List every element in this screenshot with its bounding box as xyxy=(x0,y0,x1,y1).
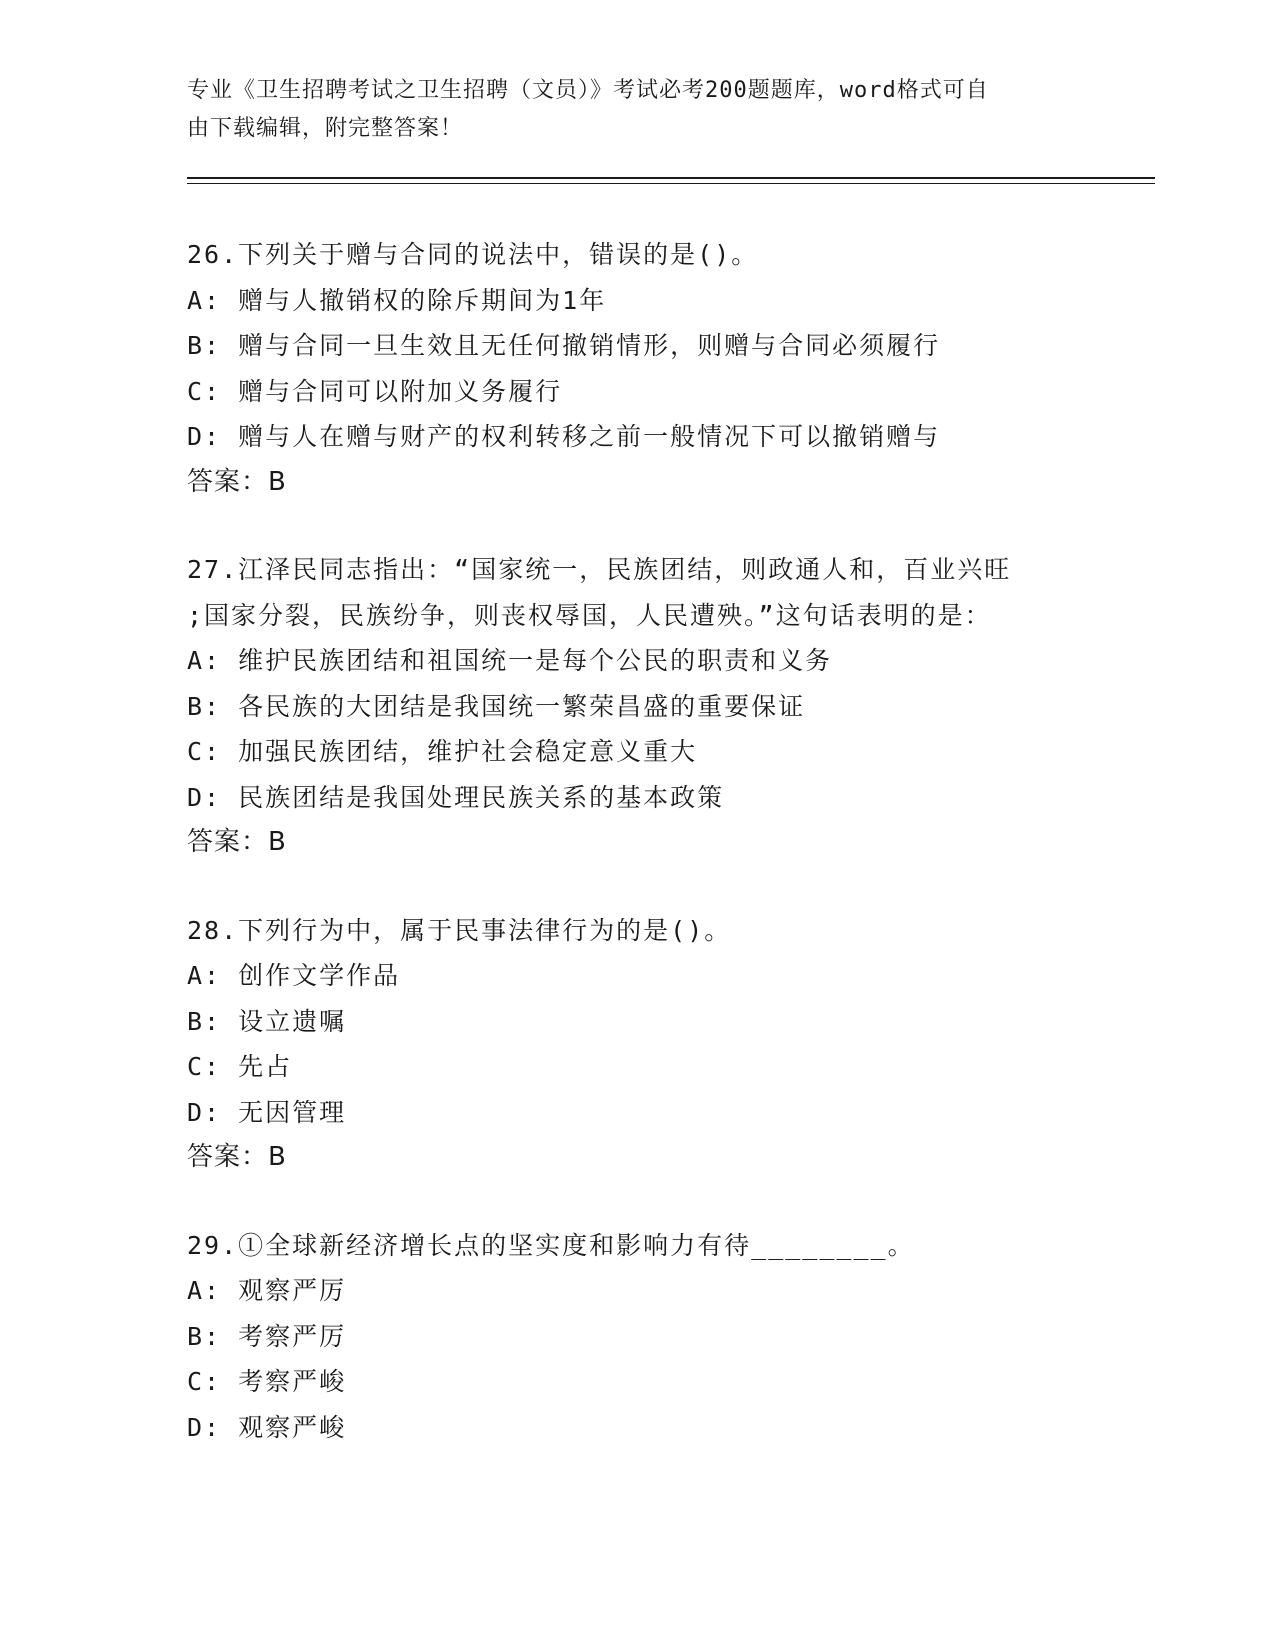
header-divider-thick xyxy=(187,177,1155,179)
question-26 xyxy=(187,232,1087,505)
answer-label: 答案：B xyxy=(187,827,287,857)
option-a: A: 赠与人撤销权的除斥期间为1年 xyxy=(187,285,607,315)
option-c: C: 考察严峻 xyxy=(187,1367,347,1396)
option-a: A: 创作文学作品 xyxy=(187,961,401,990)
header-line-2: 由下载编辑，附完整答案！ xyxy=(187,116,464,141)
option-c: C: 赠与合同可以附加义务履行 xyxy=(187,376,563,406)
answer-label: 答案：B xyxy=(187,1142,287,1172)
header-divider-thin xyxy=(187,183,1155,184)
question-stem: 26.下列关于赠与合同的说法中，错误的是()。 xyxy=(187,240,759,269)
question-27 xyxy=(187,547,1087,866)
question-stem-continued: ;国家分裂，民族纷争，则丧权辱国，人民遭殃。”这句话表明的是： xyxy=(187,600,992,630)
option-b: B: 各民族的大团结是我国统一繁荣昌盛的重要保证 xyxy=(187,691,806,721)
question-list xyxy=(187,232,1087,1492)
option-d: D: 民族团结是我国处理民族关系的基本政策 xyxy=(187,782,725,812)
option-b: B: 赠与合同一旦生效且无任何撤销情形，则赠与合同必须履行 xyxy=(187,331,941,360)
header-line-1: 专业《卫生招聘考试之卫生招聘（文员）》考试必考200题题库，word格式可自 xyxy=(187,78,989,103)
document-header xyxy=(187,72,1067,148)
option-a: A: 观察严厉 xyxy=(187,1276,347,1305)
answer-label: 答案：B xyxy=(187,466,287,497)
question-stem: 27.江泽民同志指出：“国家统一，民族团结，则政通人和，百业兴旺 xyxy=(187,555,1012,584)
option-b: B: 考察严厉 xyxy=(187,1321,347,1351)
option-d: D: 观察严峻 xyxy=(187,1412,347,1442)
question-stem: 29.①全球新经济增长点的坚实度和影响力有待________。 xyxy=(187,1230,915,1260)
option-d: D: 无因管理 xyxy=(187,1097,347,1127)
option-c: C: 先占 xyxy=(187,1052,293,1081)
option-b: B: 设立遗嘱 xyxy=(187,1006,347,1036)
option-c: C: 加强民族团结，维护社会稳定意义重大 xyxy=(187,737,698,766)
option-d: D: 赠与人在赠与财产的权利转移之前一般情况下可以撤销赠与 xyxy=(187,422,941,451)
question-28 xyxy=(187,908,1087,1181)
question-29 xyxy=(187,1223,1087,1451)
option-a: A: 维护民族团结和祖国统一是每个公民的职责和义务 xyxy=(187,646,833,675)
question-stem: 28.下列行为中，属于民事法律行为的是()。 xyxy=(187,915,732,945)
